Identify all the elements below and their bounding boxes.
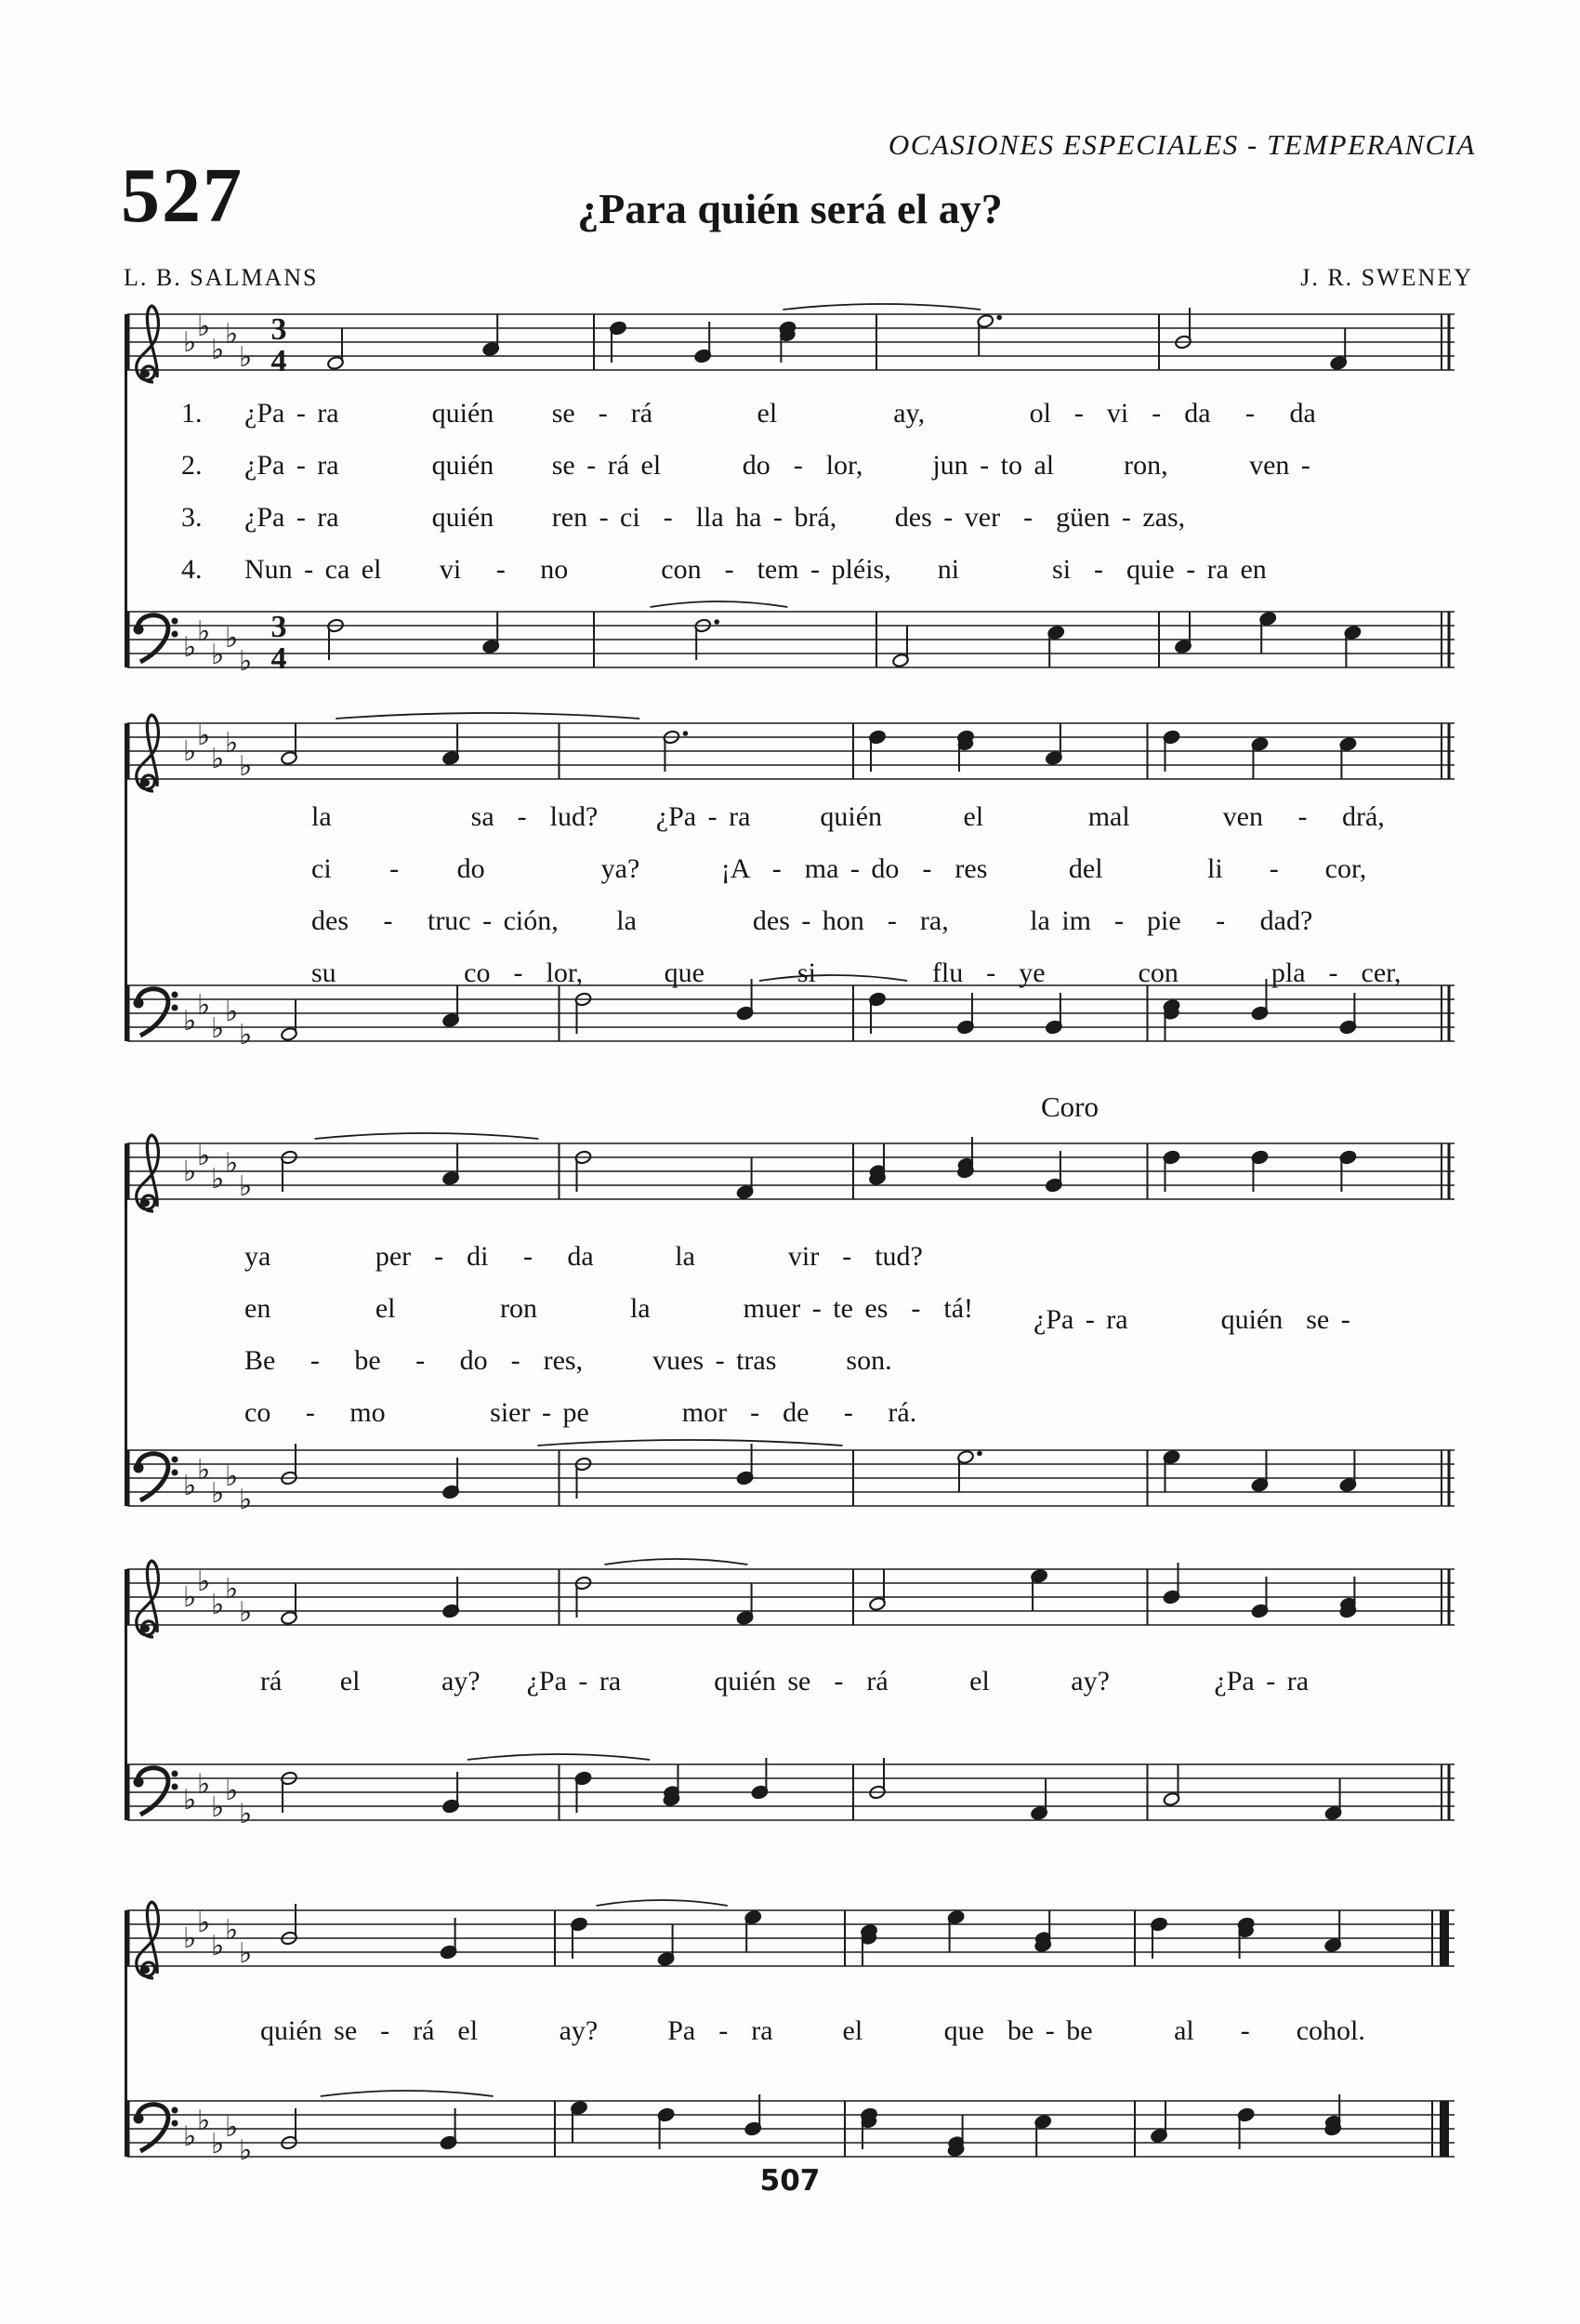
author-name: L. B. SALMANS xyxy=(124,264,319,291)
verse-text: ya per - di - da la vir - tud? xyxy=(244,1241,923,1272)
svg-text:♭: ♭ xyxy=(225,1573,239,1605)
svg-text:♭: ♭ xyxy=(225,1914,239,1947)
svg-text:♭: ♭ xyxy=(239,1170,253,1203)
svg-text:♭: ♭ xyxy=(183,631,197,664)
svg-text:♭: ♭ xyxy=(197,989,211,1022)
svg-text:♭: ♭ xyxy=(225,2111,239,2144)
svg-text:♭: ♭ xyxy=(183,326,197,359)
svg-text:♭: ♭ xyxy=(225,727,239,759)
verse-text: co - mo sier - pe mor - de - rá. xyxy=(244,1397,917,1428)
svg-text:♭: ♭ xyxy=(211,639,225,671)
treble-staff-system-2 xyxy=(125,705,1456,798)
svg-text:♭: ♭ xyxy=(225,996,239,1028)
svg-text:♭: ♭ xyxy=(225,318,239,350)
verse-block-3 xyxy=(244,1241,973,1449)
treble-staff-system-3 xyxy=(125,1125,1456,1218)
verse-text: su co - lor, que si flu - ye con pla - cer, xyxy=(311,957,1402,988)
verse-text: en el ron la muer - te es - tá! xyxy=(244,1293,974,1324)
bass-staff-system-1 xyxy=(125,593,1456,686)
verse-number: 1. xyxy=(181,398,203,429)
svg-text:♭: ♭ xyxy=(197,1454,211,1486)
verse-text: la sa - lud? ¿Pa - ra quién el mal ven - drá, xyxy=(311,801,1385,832)
hymn-number: 527 xyxy=(121,152,244,239)
verse-line xyxy=(244,1241,973,1293)
svg-text:♭: ♭ xyxy=(225,1775,239,1807)
svg-text:♭: ♭ xyxy=(239,1019,253,1051)
svg-text:♭: ♭ xyxy=(211,743,225,775)
category-header: OCASIONES ESPECIALES - TEMPERANCIA xyxy=(888,128,1476,161)
svg-text:♭: ♭ xyxy=(211,334,225,366)
svg-text:♭: ♭ xyxy=(211,2128,225,2160)
chorus-line-2: rá el ay? ¿Pa - ra quién se - rá el ay? ¿Pa - ra xyxy=(260,1666,1310,1697)
svg-text:♭: ♭ xyxy=(183,735,197,768)
verse-line xyxy=(244,1293,973,1345)
svg-text:♭: ♭ xyxy=(239,750,253,783)
svg-text:♭: ♭ xyxy=(225,1147,239,1180)
svg-text:♭: ♭ xyxy=(225,1460,239,1493)
svg-text:♭: ♭ xyxy=(183,1155,197,1188)
verse-text: Be - be - do - res, vues - tras son. xyxy=(244,1345,892,1376)
verse-text: ¿Pa - ra quién se - rá el ay, ol - vi - da - da xyxy=(244,398,1316,429)
svg-text:♭: ♭ xyxy=(239,645,253,678)
verse-text: ¿Pa - ra quién ren - ci - lla ha - brá, des - ver - güen - zas, xyxy=(244,502,1186,533)
svg-text:♭: ♭ xyxy=(197,1907,211,1939)
svg-text:♭: ♭ xyxy=(197,720,211,752)
svg-text:♭: ♭ xyxy=(197,615,211,648)
treble-staff-system-1 xyxy=(125,296,1456,389)
verse-number: 4. xyxy=(181,554,203,585)
svg-text:4: 4 xyxy=(270,344,287,378)
svg-text:♭: ♭ xyxy=(239,1596,253,1629)
svg-text:♭: ♭ xyxy=(183,1005,197,1037)
verse-block-2 xyxy=(311,801,1401,1010)
svg-text:♭: ♭ xyxy=(211,1012,225,1045)
svg-text:♭: ♭ xyxy=(239,1798,253,1830)
verse-line xyxy=(181,398,1316,450)
verse-line xyxy=(311,905,1401,957)
verse-line xyxy=(244,1397,973,1449)
svg-text:♭: ♭ xyxy=(239,1484,253,1516)
verse-text: ci - do ya? ¡A - ma - do - res del li - cor, xyxy=(311,853,1367,884)
svg-text:♭: ♭ xyxy=(211,1477,225,1510)
verse-number: 3. xyxy=(181,502,203,533)
svg-text:♭: ♭ xyxy=(197,310,211,343)
svg-text:♭: ♭ xyxy=(183,1922,197,1955)
chorus-pickup-text: ¿Pa - ra quién se - xyxy=(1034,1304,1350,1335)
bass-staff-system-5 xyxy=(125,2082,1456,2175)
svg-text:4: 4 xyxy=(270,641,287,676)
verse-text: ¿Pa - ra quién se - rá el do - lor, jun - to al ron, ven - xyxy=(244,450,1310,481)
svg-text:♭: ♭ xyxy=(239,341,253,374)
svg-text:♭: ♭ xyxy=(225,622,239,654)
svg-text:♭: ♭ xyxy=(211,1930,225,1962)
hymn-title: ¿Para quién será el ay? xyxy=(577,185,1003,232)
svg-text:3: 3 xyxy=(270,312,287,347)
svg-text:♭: ♭ xyxy=(183,1581,197,1614)
verse-text: Nun - ca el vi - no con - tem - pléis, ni si - quie - ra en xyxy=(244,554,1267,585)
svg-text:♭: ♭ xyxy=(211,1163,225,1195)
page-number: 507 xyxy=(759,2164,821,2198)
verse-line xyxy=(311,957,1401,1010)
svg-text:♭: ♭ xyxy=(183,1470,197,1502)
treble-staff-system-4 xyxy=(125,1551,1456,1644)
svg-text:♭: ♭ xyxy=(211,1589,225,1621)
verse-text: des - truc - ción, la des - hon - ra, la im - pie - dad? xyxy=(311,905,1313,936)
svg-text:♭: ♭ xyxy=(239,1937,253,1970)
svg-text:♭: ♭ xyxy=(197,1565,211,1598)
chorus-line-3: quién se - rá el ay? Pa - ra el que be - be al - cohol. xyxy=(260,2015,1365,2046)
coro-label: Coro xyxy=(1041,1090,1099,1123)
composer-name: J. R. SWENEY xyxy=(1300,264,1473,291)
svg-text:♭: ♭ xyxy=(197,1768,211,1801)
svg-text:♭: ♭ xyxy=(183,2120,197,2153)
verse-line xyxy=(244,1345,973,1397)
treble-staff-system-5 xyxy=(125,1892,1456,1985)
svg-text:♭: ♭ xyxy=(197,1140,211,1172)
verse-line xyxy=(181,450,1316,502)
svg-text:3: 3 xyxy=(270,610,287,644)
svg-text:♭: ♭ xyxy=(211,1791,225,1824)
verse-block-1 xyxy=(181,398,1316,606)
svg-text:♭: ♭ xyxy=(239,2134,253,2167)
svg-text:♭: ♭ xyxy=(183,1784,197,1816)
verse-number: 2. xyxy=(181,450,203,481)
verse-line xyxy=(181,502,1316,554)
svg-text:♭: ♭ xyxy=(197,2105,211,2137)
verse-line xyxy=(311,853,1401,905)
bass-staff-system-4 xyxy=(125,1746,1456,1839)
verse-line xyxy=(181,554,1316,606)
verse-line xyxy=(311,801,1401,853)
